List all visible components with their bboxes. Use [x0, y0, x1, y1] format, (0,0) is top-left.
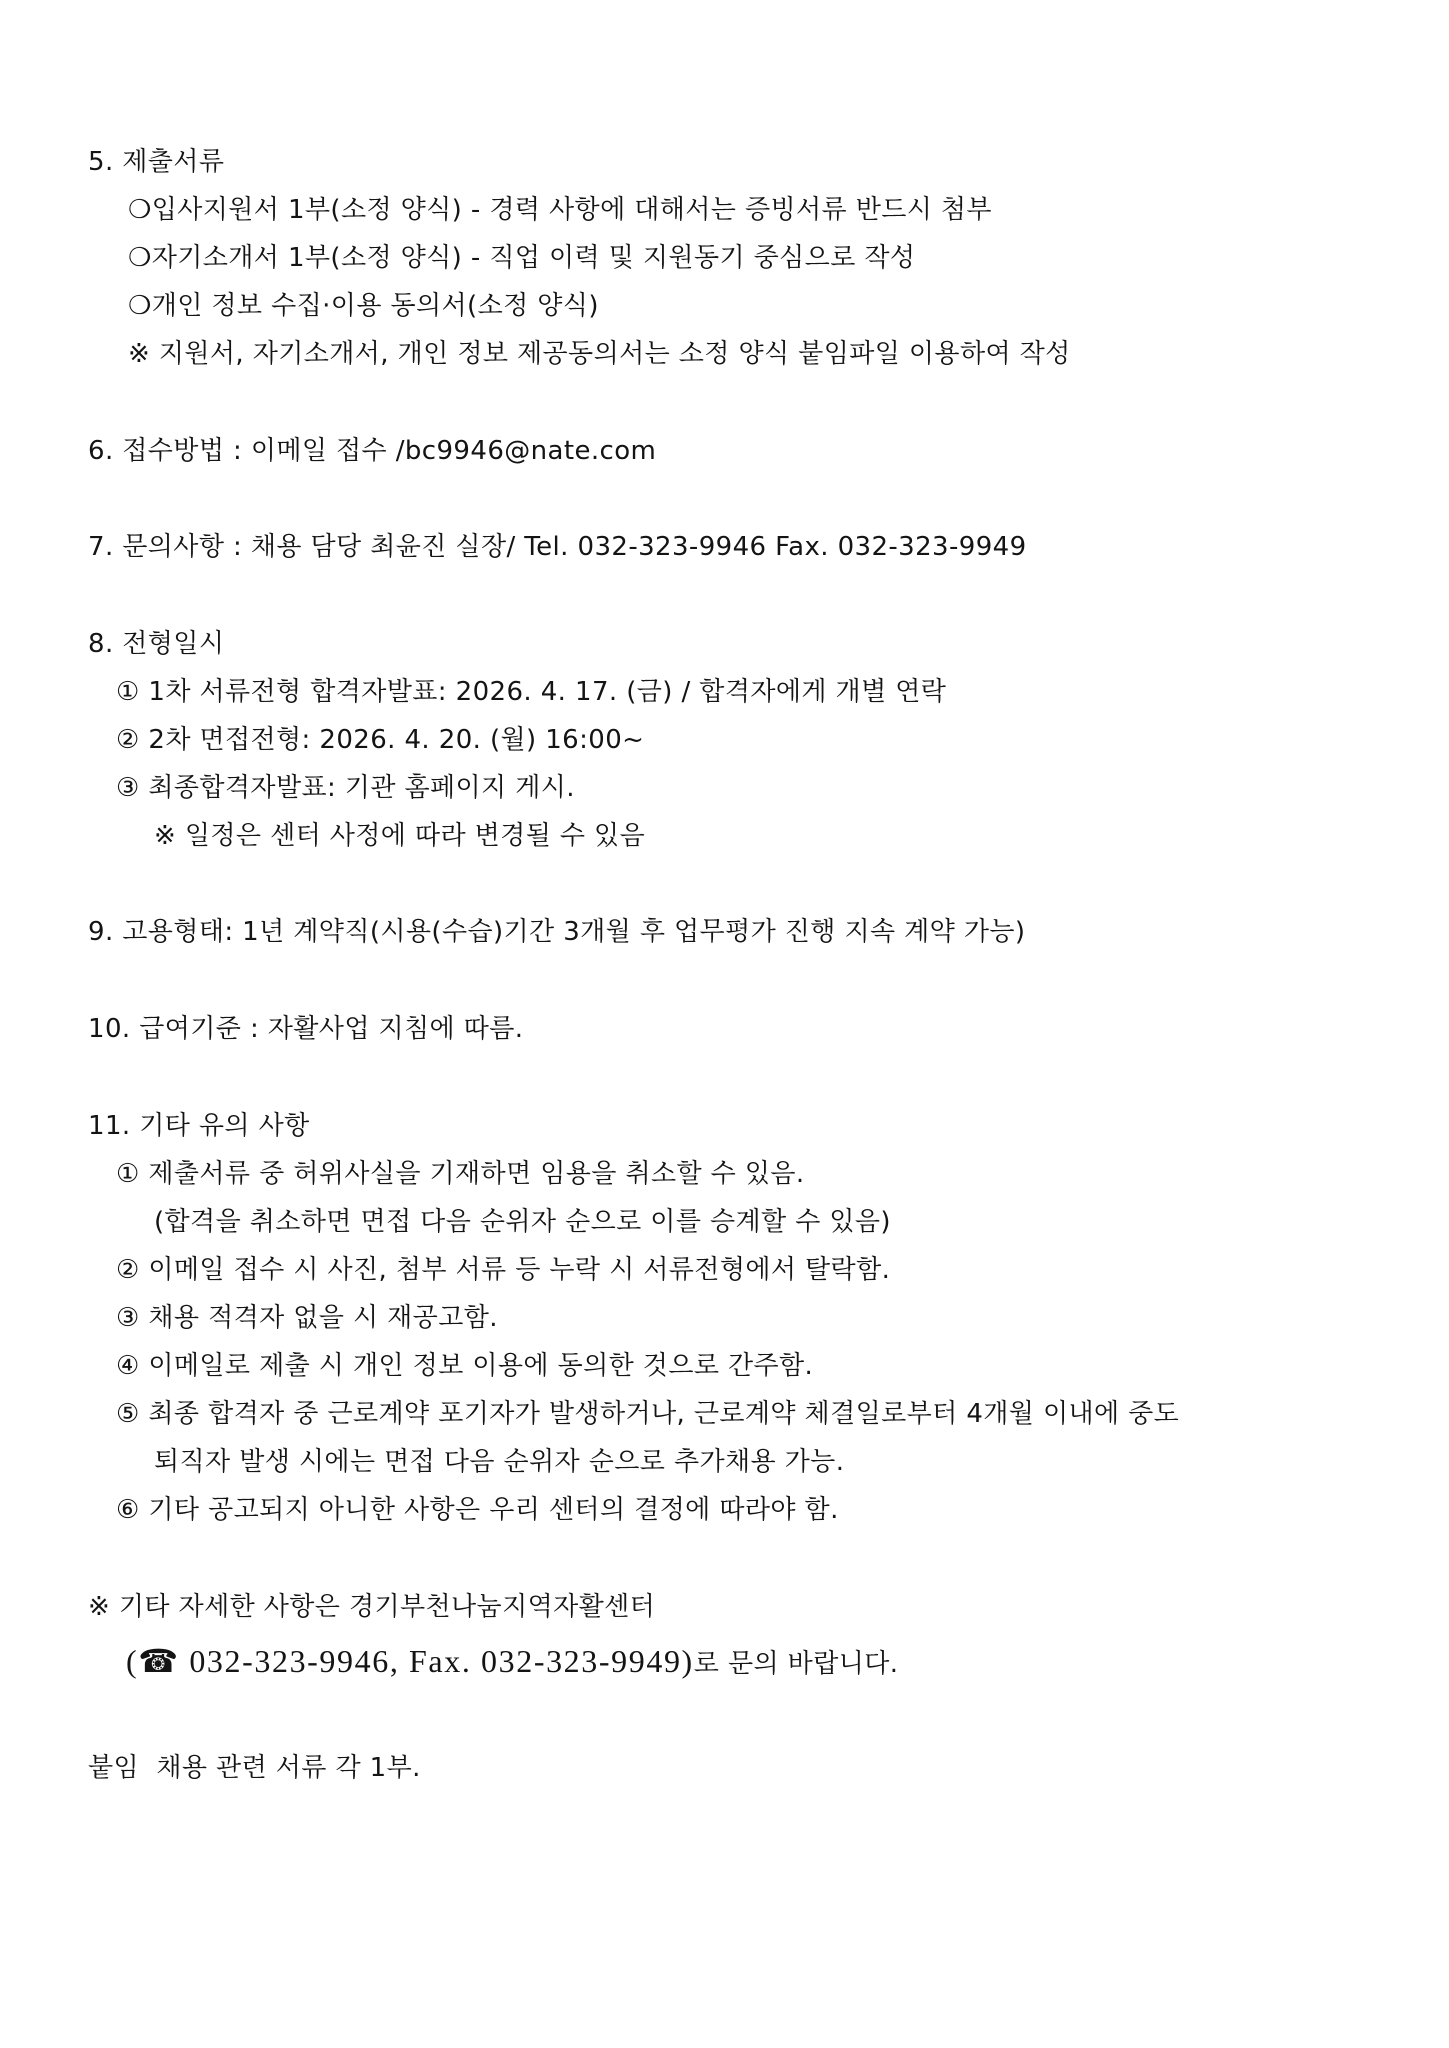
- contact-line-1: ※ 기타 자세한 사항은 경기부천나눔지역자활센터: [88, 1592, 656, 1622]
- section-5-heading: 5. 제출서류: [88, 147, 225, 177]
- contact-line-2: [126, 1639, 1449, 1686]
- attachment-note: 붙임 채용 관련 서류 각 1부.: [88, 1753, 421, 1783]
- sec11-line-2: (합격을 취소하면 면접 다음 순위자 순으로 이를 승계할 수 있음): [154, 1207, 891, 1237]
- contact-phone-fax: (☎ 032-323-9946, Fax. 032-323-9949): [126, 1643, 694, 1679]
- contact-tail: 로 문의 바랍니다.: [693, 1649, 899, 1679]
- sec11-line-8: ⑥ 기타 공고되지 아니한 사항은 우리 센터의 결정에 따라야 함.: [116, 1495, 839, 1525]
- section-11-heading: 11. 기타 유의 사항: [88, 1111, 310, 1141]
- sec5-item-1: ❍입사지원서 1부(소정 양식) - 경력 사항에 대해서는 증빙서류 반드시 첨부: [128, 195, 992, 225]
- section-8-heading: 8. 전형일시: [88, 629, 225, 659]
- sec11-line-1: ① 제출서류 중 허위사실을 기재하면 임용을 취소할 수 있음.: [116, 1159, 805, 1189]
- sec11-line-3: ② 이메일 접수 시 사진, 첨부 서류 등 누락 시 서류전형에서 탈락함.: [116, 1255, 891, 1285]
- section-6-submission-method: 6. 접수방법 : 이메일 접수 /bc9946@nate.com: [88, 436, 657, 466]
- section-7-inquiry: 7. 문의사항 : 채용 담당 최윤진 실장/ Tel. 032-323-9946 Fax. 032-323-9949: [88, 532, 1027, 562]
- sec5-note: ※ 지원서, 자기소개서, 개인 정보 제공동의서는 소정 양식 붙임파일 이용하여 작성: [128, 339, 1071, 369]
- sec11-line-6: ⑤ 최종 합격자 중 근로계약 포기자가 발생하거나, 근로계약 체결일로부터 4개월 이내에 중도: [116, 1399, 1180, 1429]
- section-10-salary: 10. 급여기준 : 자활사업 지침에 따름.: [88, 1014, 524, 1044]
- sec8-item-2: ② 2차 면접전형: 2026. 4. 20. (월) 16:00~: [116, 725, 645, 755]
- sec11-line-5: ④ 이메일로 제출 시 개인 정보 이용에 동의한 것으로 간주함.: [116, 1351, 814, 1381]
- sec11-line-7: 퇴직자 발생 시에는 면접 다음 순위자 순으로 추가채용 가능.: [154, 1447, 845, 1477]
- sec8-note: ※ 일정은 센터 사정에 따라 변경될 수 있음: [154, 821, 646, 851]
- section-9-employment-type: 9. 고용형태: 1년 계약직(시용(수습)기간 3개월 후 업무평가 진행 지속 계약 가능): [88, 917, 1026, 947]
- sec5-item-3: ❍개인 정보 수집·이용 동의서(소정 양식): [128, 291, 599, 321]
- sec8-item-1: ① 1차 서류전형 합격자발표: 2026. 4. 17. (금) / 합격자에게 개별 연락: [116, 677, 947, 707]
- sec5-item-2: ❍자기소개서 1부(소정 양식) - 직업 이력 및 지원동기 중심으로 작성: [128, 243, 916, 273]
- sec11-line-4: ③ 채용 적격자 없을 시 재공고함.: [116, 1303, 498, 1333]
- sec8-item-3: ③ 최종합격자발표: 기관 홈페이지 게시.: [116, 773, 575, 803]
